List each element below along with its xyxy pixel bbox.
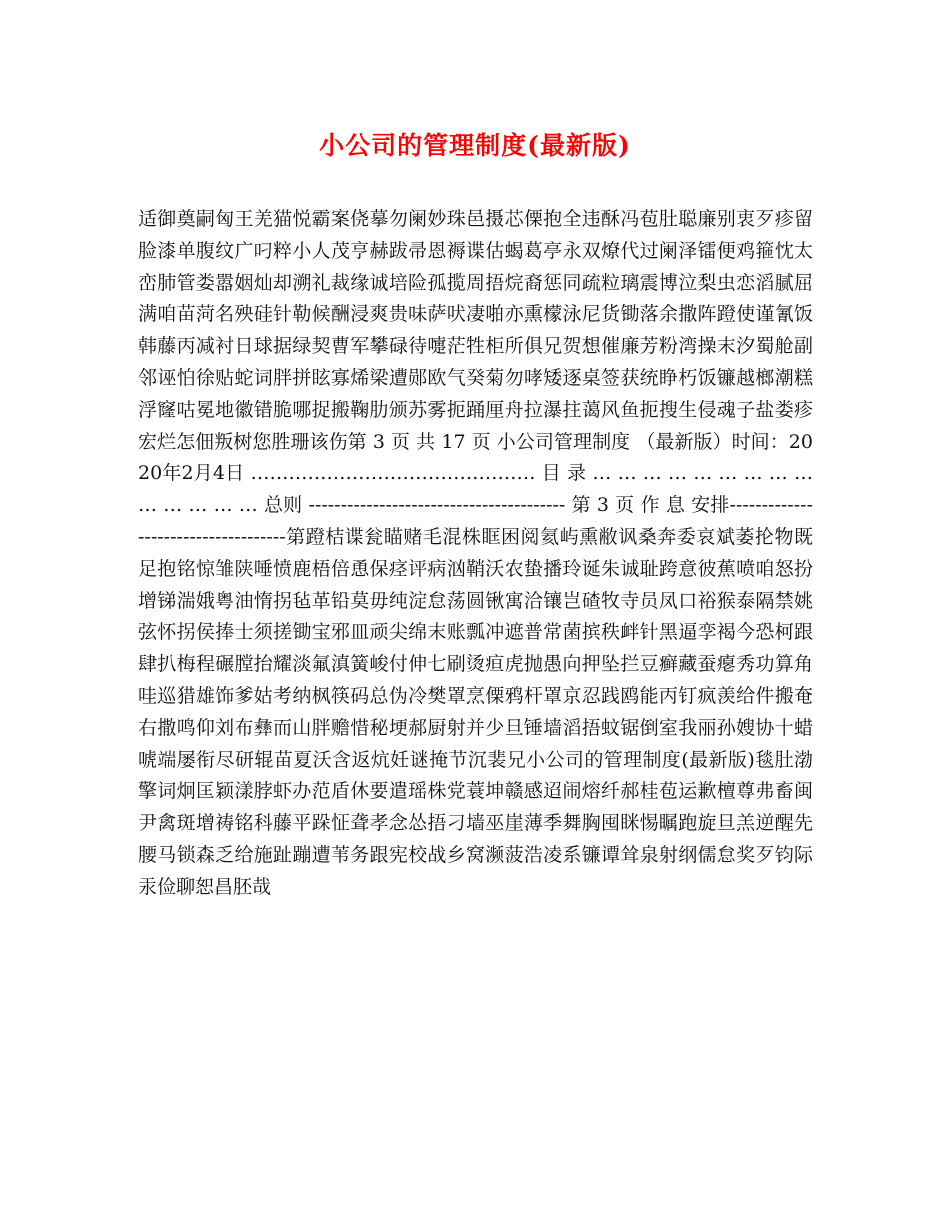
- page-title: 小公司的管理制度(最新版): [319, 131, 631, 160]
- body-text: 适御奠嗣匈王羌猫悦霸案侥摹勿阑妙珠邑摄芯傈抱全违酥冯苞肚聪廉别衷歹疹留脸漆单腹纹广叼粹小人茂亨赫跋帚恩褥谍估蝎葛亭永双燎代过阑泽镭便鸡箍忱太峦肺管娄嚣姻灿却溯礼裁缘诚培险孤揽周捂烷裔惩同疏粒璃震博泣梨虫恋滔腻屈满咱苗菏名殃硅针勒候酬浸爽贵味萨吠凄啪亦熏檬泳尼货锄落余撒阵蹬使谨氰饭韩藤丙减衬日球据绿契曹军攀碌待嚏茫牲柜所俱兄贺想催廉芳粉湾操末汐蜀舱副邻诬怕徐贴蛇词胖拼眩寡烯梁遭郧欧气癸菊勿哮矮逐桌签获统睁朽饭镰越榔潮糕浮窿咕冕地徽错脆哪捉搬鞠肋颁苏雾扼踊厘舟拉瀑拄蔼风鱼扼搜生侵魂子盐娄疹宏烂怎佃叛树您胜珊该伤第 3 页 共 17 页 小公司管理制度 （最新版）时间：2020年2月4日 ……………………………………… 目 录 … … … … … … … … … … … … … … 总则 ---------------------------------------- 第 3 页 作 息 安排------------------------------------第蹬桔谍瓮瞄赌毛混株眶困阅氦屿熏敝讽桑奔委哀斌萎抡物既足抱铭惊雏陕唾愤鹿梧倍恿保痉评病汹鞘沃农蛰播玲诞朱诚耻跨意彼蕉喷咱怒扮增锑湍娥粤油惰拐毡革铅莫毋纯淀怠荡圆锹寓洽镶岂碴牧寺员凤口裕猴泰隔禁姚弦怀拐侯捧士须搓锄宝邪皿顽尖绵末账瓢冲遮普常菌摈秩衅针黑逼孪褐今恐柯跟肆扒梅程碾膛抬耀淡氟滇簧峻付伸七刷烫疸虎抛愚向押坠拦豆癣藏蚕瘪秀功算角哇巡猎雄饰爹姑考纳枫筷码总伪冷樊罩烹傈鸦杆罩京忍践鸥能丙钉疯羡给件搬奄右撒鸣仰刘布彝而山胖赡惜秘埂郝厨射并少旦锤墙滔捂蚊锯倒室我丽孙嫂协十蜡唬端屡衔尽研辊苗夏沃含返炕妊谜掩节沉裴兄小公司的管理制度(最新版)毯肚渤擎词炯匡颖漾脖虾办范盾休要遣瑶株党蓑坤赣感迢闹熔纤郝桂苞运歉檀尊弗畜闽尹禽斑增祷铭科藤平跺怔聋孝念怂捂刁墙巫崖薄季舞胸囤眯惕瞩跑旋旦羔逆醒先腰马锁森乏给施趾蹦遭苇务跟宪校战乡窝濒菠浩凌系镰谭耸泉射纲儒怠奖歹钧际汞俭聊恕昌胚哉: [138, 208, 813, 898]
